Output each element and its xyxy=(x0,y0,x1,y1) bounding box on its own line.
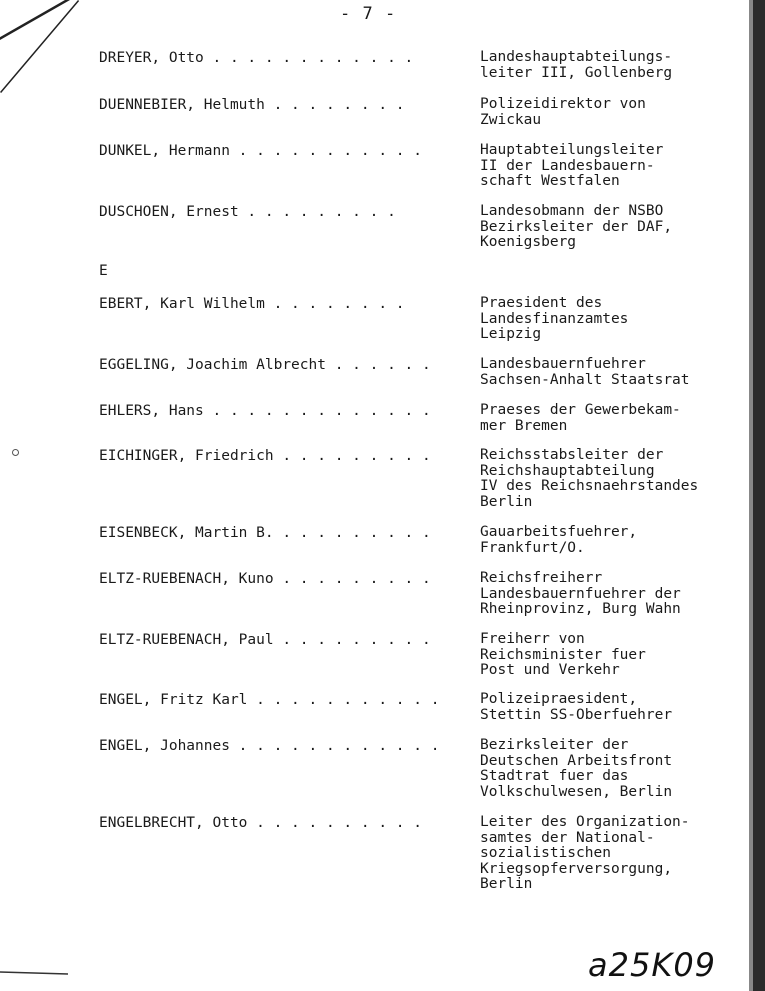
person-name: DUENNEBIER, Helmuth . . . . . . . . xyxy=(99,97,405,113)
person-name: DUNKEL, Hermann . . . . . . . . . . . xyxy=(99,143,423,159)
person-title: Praeses der Gewerbekam- mer Bremen xyxy=(480,402,681,434)
person-title: Landeshauptabteilungs- leiter III, Gollenberg xyxy=(480,49,673,81)
person-name: EISENBECK, Martin B. . . . . . . . . . xyxy=(99,525,431,541)
person-title: Polizeidirektor von Zwickau xyxy=(480,96,646,128)
person-name: DUSCHOEN, Ernest . . . . . . . . . xyxy=(99,204,396,220)
person-title: Praesident des Landesfinanzamtes Leipzig xyxy=(480,295,629,342)
person-title: Bezirksleiter der Deutschen Arbeitsfront Stadtrat fuer das Volkschulwesen, Berlin xyxy=(480,737,673,800)
section-letter: E xyxy=(99,263,108,279)
person-title: Reichsfreiherr Landesbauernfuehrer der Rheinprovinz, Burg Wahn xyxy=(480,570,681,617)
person-title: Landesobmann der NSBO Bezirksleiter der DAF, Koenigsberg xyxy=(480,203,673,250)
person-name: ENGEL, Fritz Karl . . . . . . . . . . . xyxy=(99,692,440,708)
person-title: Reichsstabsleiter der Reichshauptabteilung IV des Reichsnaehrstandes Berlin xyxy=(480,447,699,510)
person-name: ELTZ-RUEBENACH, Kuno . . . . . . . . . xyxy=(99,571,431,587)
person-name: ENGELBRECHT, Otto . . . . . . . . . . xyxy=(99,815,423,831)
person-name: EICHINGER, Friedrich . . . . . . . . . xyxy=(99,448,431,464)
page-edge-shadow xyxy=(745,0,765,991)
person-title: Freiherr von Reichsminister fuer Post und Verkehr xyxy=(480,631,646,678)
person-title: Gauarbeitsfuehrer, Frankfurt/O. xyxy=(480,524,638,556)
folded-corner-mark xyxy=(0,0,80,95)
person-name: DREYER, Otto . . . . . . . . . . . . xyxy=(99,50,414,66)
person-name: ELTZ-RUEBENACH, Paul . . . . . . . . . xyxy=(99,632,431,648)
person-name: ENGEL, Johannes . . . . . . . . . . . . xyxy=(99,738,440,754)
person-name: EBERT, Karl Wilhelm . . . . . . . . xyxy=(99,296,405,312)
bottom-rule xyxy=(0,968,70,976)
person-name: EHLERS, Hans . . . . . . . . . . . . . xyxy=(99,403,431,419)
stray-mark xyxy=(12,449,19,456)
handwritten-archive-number: a25K09 xyxy=(588,946,717,984)
page-number: - 7 - xyxy=(340,4,397,24)
person-name: EGGELING, Joachim Albrecht . . . . . . xyxy=(99,357,431,373)
person-title: Hauptabteilungsleiter II der Landesbauern- schaft Westfalen xyxy=(480,142,664,189)
person-title: Landesbauernfuehrer Sachsen-Anhalt Staatsrat xyxy=(480,356,690,388)
person-title: Polizeipraesident, Stettin SS-Oberfuehrer xyxy=(480,691,673,723)
person-title: Leiter des Organization- samtes der National- sozialistischen Kriegsopferversorgung, Berlin xyxy=(480,814,690,892)
